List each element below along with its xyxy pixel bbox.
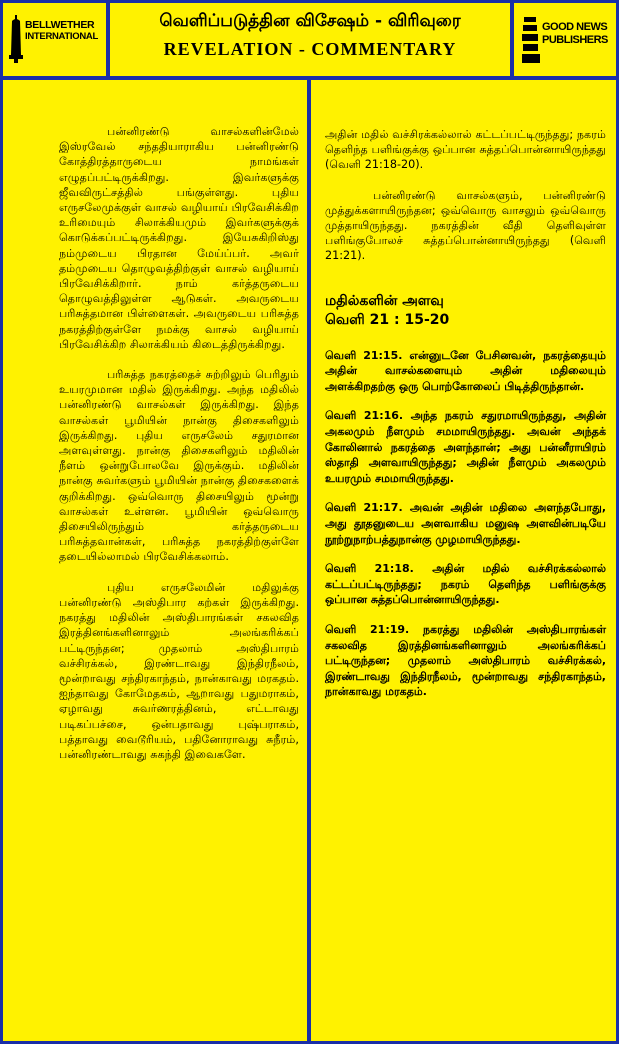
paragraph: அதின் மதில் வச்சிரக்கல்லால் கட்டப்பட்டிருந்தது; நகரம் தெளிந்த பளிங்குக்கு ஒப்பான சுத்தப்பொன்னாயிருந்தது (வெளி 21:18-20). [325,128,606,172]
left-column-text [59,124,299,777]
logo-line-2: PUBLISHERS [542,34,608,46]
verse: வெளி 21:15. என்னுடனே பேசினவன், நகரத்தையும் அதின் வாசல்களையும் அதின் மதிலையும் அளக்கிறதற்கு ஒரு பொற்கோலைப் பிடித்திருந்தான். [325,348,606,393]
good-news-logo-text [542,21,608,47]
paragraph: பன்னிரண்டு வாசல்களும், பன்னிரண்டு முத்துக்களாயிருந்தன; ஒவ்வொரு வாசலும் ஒவ்வொரு முத்தாயிருந்தது. நகரத்தின் வீதி தெளிவுள்ள பளிங்குபோலச் சுத்தப்பொன்னாயிருந்தது (வெளி 21:21). [325,188,606,263]
left-column [3,80,307,1041]
verse: வெளி 21:19. நகரத்து மதிலின் அஸ்திபாரங்கள் சகலவித இரத்தினங்களினாலும் அலங்கரிக்கப் பட்டிருந்தன; முதலாம் அஸ்திபாரம் வச்சிரக்கல், இரண்டாவது இந்திரநீலம், மூன்றாவது சந்திரகாந்தம், நான்காவது மரகதம். [325,622,606,699]
title-tamil: வெளிப்படுத்தின விசேஷம் - விரிவுரை [159,11,461,31]
bellwether-logo-box [3,3,106,76]
logo-line-1: BELLWETHER [25,19,95,31]
bell-icon [9,15,23,63]
right-column [311,80,616,1041]
paragraph: பன்னிரண்டு வாசல்களின்மேல் இஸ்ரவேல் சந்ததியாராகிய பன்னிரண்டு கோத்திரத்தாருடைய நாமங்கள் எழுதப்பட்டிருக்கிறது. இவர்களுக்கு ஜீவவிருட்சத்தில் பங்குள்ளது. புதிய எருசலேமுக்குள் வாசல் வழியாய் பிரவேசிக்கிற உரிமையும் சிலாக்கியமும் இவர்களுக்குக் கொடுக்கப்பட்டிருக்கிறது. இயேசுகிறிஸ்து நம்முடைய பிரதான மேய்ப்பர். அவர் தம்முடைய தொழுவத்திற்குள் வாசல் வழியாய் பிரவேசிக்கிறார். நாம் கர்த்தருடைய தொழுவத்திலுள்ள ஆடுகள். அவருடைய பரிசுத்தமான பிள்ளைகள். அவருடைய பரிசுத்த நகரத்திற்குள்ளே நமக்கு வாசல் வழியாய் பிரவேசிக்கிற சிலாக்கியம் கிடைத்திருக்கிறது. [59,125,299,351]
verse: வெளி 21:17. அவன் அதின் மதிலை அளந்தபோது, அது தூதனுடைய அளவாகிய மனுஷ அளவின்படியே நூற்றுநாற்பத்துநான்கு முழமாயிருந்தது. [325,501,606,546]
good-news-logo-box [514,3,616,76]
section-reference: வெளி 21 : 15-20 [325,311,450,328]
book-stack-icon [522,17,540,63]
verse: வெளி 21:16. அந்த நகரம் சதுரமாயிருந்தது, அதின் அகலமும் நீளமும் சமமாயிருந்தது. அவன் அந்தக் கோலினால் நகரத்தை அளந்தான்; அது பன்னீராயிரம் ஸ்தாதி அளவாயிருந்தது; அதின் நீளமும் அகலமும் உயரமும் சமமாயிருந்தது. [325,409,606,485]
right-column-text [325,127,606,714]
bellwether-logo-text [25,19,98,43]
logo-line-2: INTERNATIONAL [25,31,98,42]
title-english: REVELATION - COMMENTARY [163,39,457,59]
section-title: மதில்களின் அளவு [325,292,444,309]
logo-line-1: GOOD NEWS [542,21,608,33]
page-header-title [110,3,510,76]
section-heading [325,292,606,330]
paragraph: புதிய எருசலேமின் மதிலுக்கு பன்னிரண்டு அஸ்திபார கற்கள் இருக்கிறது. நகரத்து மதிலின் அஸ்திபாரங்கள் சகலவித இரத்தினங்களினாலும் அலங்கரிக்கப் பட்டிருந்தன; முதலாம் அஸ்திபாரம் வச்சிரக்கல், இரண்டாவது இந்திரநீலம், மூன்றாவது சந்திரகாந்தம், நான்காவது மரகதம். ஐந்தாவது கோமேதகம், ஆறாவது பதுமராகம், ஏழாவது சுவர்ணரத்தினம், எட்டாவது படிகப்பச்சை, ஒன்பதாவது புஷ்பராகம், பத்தாவது வைடூரியம், பதினோராவது சுநீரம், பன்னிரண்டாவது சுகந்தி இவைகளே. [59,580,299,761]
verse: வெளி 21:18. அதின் மதில் வச்சிரக்கல்லால் கட்டப்பட்டிருந்தது; நகரம் தெளிந்த பளிங்குக்கு ஒப்பான சுத்தப்பொன்னாயிருந்தது. [325,562,606,607]
paragraph: பரிசுத்த நகரத்தைச் சுற்றிலும் பெரிதும் உயரமுமான மதில் இருக்கிறது. அந்த மதிலில் பன்னிரண்டு வாசல்கள் இருக்கிறது. இந்த வாசல்கள் பூமியின் நான்கு திசைகளிலும் இருக்கிறது. புதிய எருசலேம் சதுரமான அளவுள்ளது. நான்கு திசைகளிலும் மதிலின் நீளம் ஒன்றுபோலவே இருக்கும். மதிலின் நான்கு சுவர்களும் பூமியின் நான்கு திசைகளைக் குறிக்கிறது. ஒவ்வொரு திசையிலும் மூன்று வாசல்கள் உள்ளன. பூமியின் ஒவ்வொரு திசையிலிருந்தும் கர்த்தருடைய பரிசுத்தவான்கள், பரிசுத்த நகரத்திற்குள்ளே தடையில்லாமல் பிரவேசிக்கலாம். [59,368,299,564]
